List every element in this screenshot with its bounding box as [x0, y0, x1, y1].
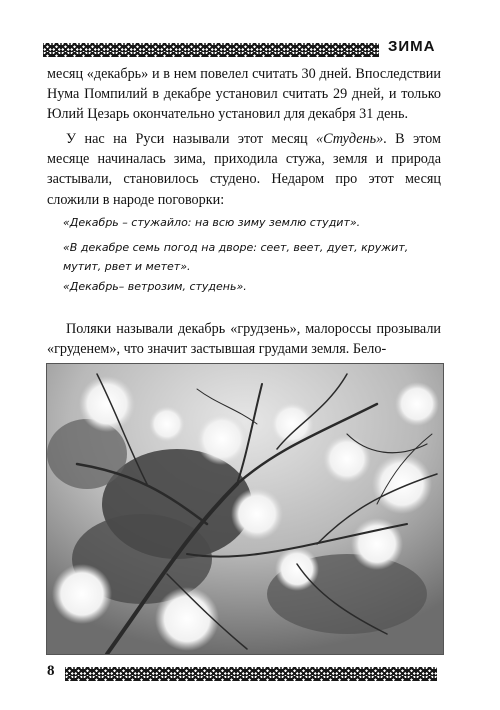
- section-title: ЗИМА: [388, 38, 436, 55]
- page-number: 8: [47, 663, 55, 679]
- paragraph-2-start: У нас на Руси называли этот месяц: [66, 131, 317, 147]
- paragraph-2: [47, 129, 441, 210]
- paragraph-2-end: . В этом месяце начиналась зима, приходила стужа, земля и природа застывали, становилось студено. Недаром про этот месяц сложили в народе поговорки:: [47, 131, 441, 208]
- saying-3: «Декабрь– ветрозим, студень».: [63, 280, 247, 293]
- saying-2: «В декабре семь погод на дворе: сеет, веет, дует, кружит, мутит, рвет и метет».: [63, 241, 409, 273]
- bottom-ornament-band: [65, 667, 437, 681]
- saying-1: «Декабрь – стужайло: на всю зиму землю студит».: [63, 216, 361, 229]
- top-ornament-band: [43, 43, 379, 57]
- paragraph-3: Поляки называли декабрь «грудзень», малороссы прозывали «груденем», что значит застывшая грудами земля. Бело-: [47, 321, 441, 358]
- paragraph-1: месяц «декабрь» и в нем повелел считать 30 дней. Впоследствии Нума Помпилий в декабре установил считать 29 дней, и только Юлий Цезарь окончательно установил для декабря 31 день.: [47, 66, 441, 123]
- snowy-branches-photo: [46, 363, 444, 655]
- paragraph-2-emphasis: «Студень»: [316, 131, 384, 147]
